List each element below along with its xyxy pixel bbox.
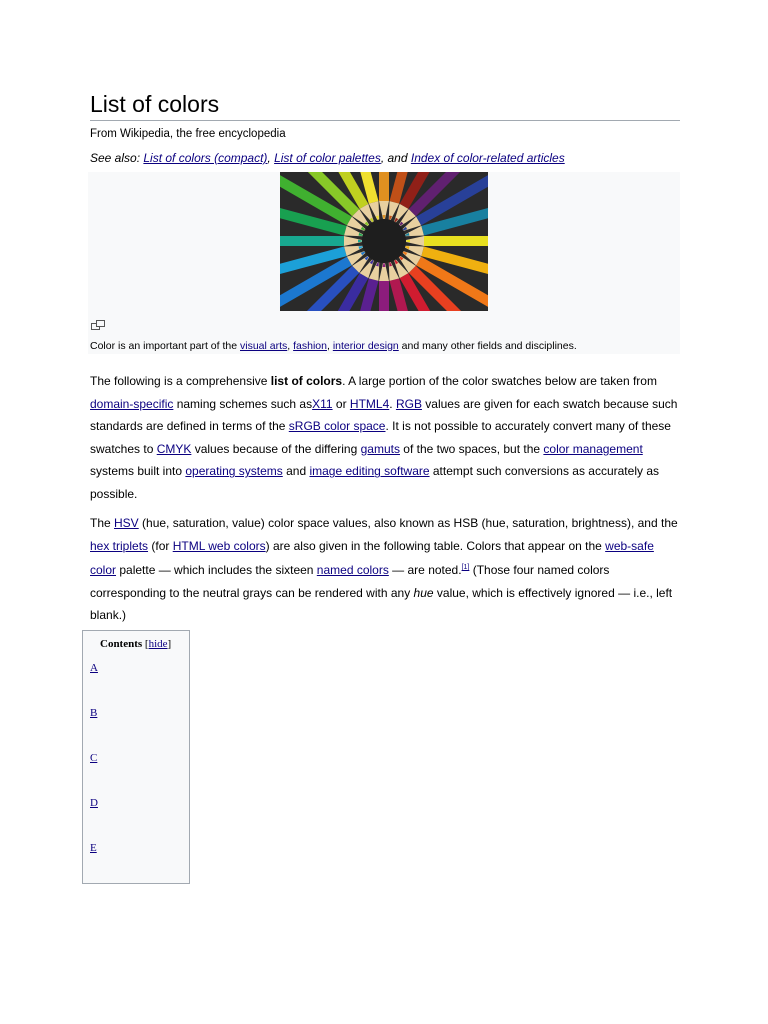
text: palette — which includes the sixteen	[116, 563, 317, 578]
caption-separator: ,	[326, 340, 333, 352]
link-hsv[interactable]: HSV	[114, 516, 139, 530]
link-fashion[interactable]: fashion	[293, 340, 327, 352]
text: . A large portion of the color swatches below are taken from	[342, 374, 657, 388]
text: of the two spaces, but the	[399, 441, 544, 456]
link-index-of-color-related-articles[interactable]: Index of color-related articles	[410, 151, 565, 165]
text: systems built into	[90, 464, 186, 479]
link-named-colors[interactable]: named colors	[316, 563, 389, 578]
caption-text: and many other fields and disciplines.	[398, 340, 577, 352]
intro-paragraph-2	[90, 512, 680, 627]
caption-text: Color is an important part of the	[90, 340, 240, 352]
bold-term: list of colors	[270, 374, 343, 388]
text: and	[282, 464, 310, 479]
link-html4[interactable]: HTML4	[349, 396, 390, 411]
text: values because of the differing	[191, 441, 361, 456]
link-list-of-color-palettes[interactable]: List of color palettes	[274, 151, 381, 165]
text: The following is a comprehensive	[90, 374, 271, 388]
link-srgb-color-space[interactable]: sRGB color space	[288, 419, 386, 434]
link-web-safe-color[interactable]: web-safe color	[90, 538, 654, 578]
text: . It is not possible to accurately convert many of these swatches to	[90, 419, 671, 456]
thumbnail-figure	[88, 172, 680, 354]
toc-item-e[interactable]: E	[90, 842, 97, 854]
text: (Those four named colors corresponding to the neutral grays can be rendered with any	[90, 563, 610, 600]
toc-item-d[interactable]: D	[90, 797, 98, 809]
toc-item-b[interactable]: B	[90, 707, 98, 719]
link-image-editing-software[interactable]: image editing software	[309, 464, 430, 479]
text: value, which is effectively ignored — i.e., left blank.)	[90, 585, 673, 623]
link-domain-specific[interactable]: domain-specific	[90, 396, 174, 411]
link-html-web-colors[interactable]: HTML web colors	[172, 538, 266, 553]
text: (hue, saturation, value) color space values, also known as HSB (hue, saturation, brightness), and the	[138, 516, 678, 530]
toc-heading: Contents	[100, 638, 143, 650]
magnify-clip-icon[interactable]	[91, 320, 105, 331]
caption-separator: ,	[287, 340, 294, 352]
colored-pencils-image[interactable]	[280, 172, 488, 311]
see-also-hatnote	[90, 151, 565, 165]
link-hex-triplets[interactable]: hex triplets	[90, 538, 149, 553]
text: attempt such conversions as accurately as possible.	[90, 464, 659, 501]
link-cmyk[interactable]: CMYK	[156, 441, 192, 456]
link-interior-design[interactable]: interior design	[332, 340, 399, 352]
colored-pencils-graphic	[280, 172, 488, 311]
toc-title	[100, 638, 171, 650]
toc-item-a[interactable]: A	[90, 662, 98, 674]
link-rgb[interactable]: RGB	[395, 396, 422, 411]
text: — are noted.	[388, 563, 462, 578]
link-gamuts[interactable]: gamuts	[360, 441, 400, 456]
toc-bracket: ]	[167, 638, 172, 650]
link-visual-arts[interactable]: visual arts	[240, 340, 288, 352]
link-x11[interactable]: X11	[312, 396, 333, 411]
link-operating-systems[interactable]: operating systems	[185, 464, 283, 479]
intro-paragraph-1	[90, 370, 680, 506]
toc-hide-toggle[interactable]: hide	[148, 638, 168, 650]
page-title: List of colors	[90, 88, 680, 121]
see-also-separator: ,	[267, 151, 275, 165]
text: .	[389, 396, 396, 411]
link-list-of-colors-compact[interactable]: List of colors (compact)	[143, 151, 268, 165]
see-also-separator: , and	[380, 151, 411, 165]
toc-bracket: [	[142, 638, 149, 650]
text: values are given for each swatch because such standards are defined in terms of the	[90, 396, 678, 434]
table-of-contents	[82, 630, 190, 884]
text: (for	[148, 538, 173, 553]
site-tagline: From Wikipedia, the free encyclopedia	[90, 128, 286, 140]
toc-item-c[interactable]: C	[90, 752, 98, 764]
link-color-management[interactable]: color management	[543, 441, 643, 456]
text: The	[90, 516, 115, 530]
italic-term: hue	[413, 585, 434, 600]
reference-link-1[interactable]: [1]	[461, 564, 470, 572]
see-also-prefix: See also:	[90, 151, 144, 165]
text: naming schemes such as	[173, 396, 313, 411]
text: or	[332, 396, 350, 411]
text: ) are also given in the following table. Colors that appear on the	[265, 538, 606, 553]
figure-caption	[90, 340, 577, 352]
